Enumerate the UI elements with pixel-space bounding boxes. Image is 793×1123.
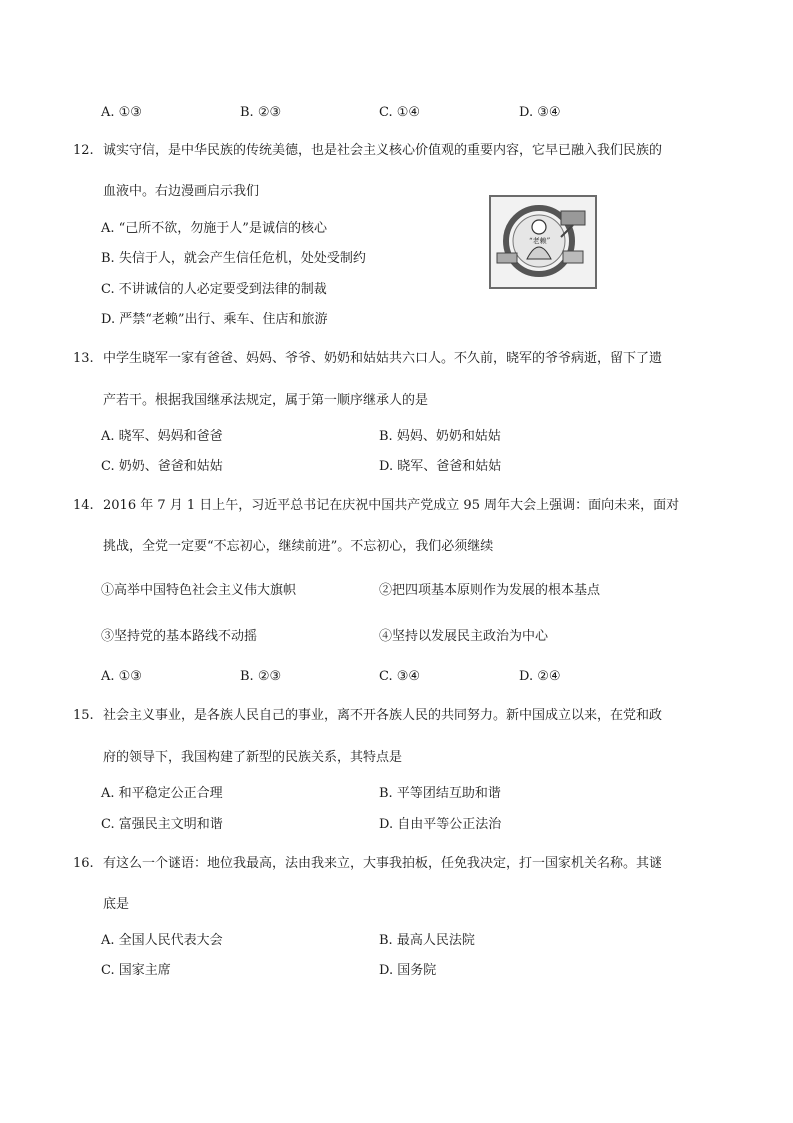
statement-2: ②把四项基本原则作为发展的根本基点	[379, 583, 601, 598]
option-c: C. ③④	[379, 669, 421, 684]
option-a: A. 晓军、妈妈和爸爸	[101, 429, 223, 444]
question-number: 12.	[73, 143, 94, 158]
option-c: C. 不讲诚信的人必定要受到法律的制裁	[101, 282, 327, 297]
option-b: B. ②③	[240, 669, 282, 684]
option-d: D. 严禁“老赖”出行、乘车、住店和旅游	[101, 312, 328, 327]
statement-1: ①高举中国特色社会主义伟大旗帜	[101, 583, 297, 598]
statement-3: ③坚持党的基本路线不动摇	[101, 629, 258, 644]
option-c: C. ①④	[379, 105, 421, 120]
option-d: D. ③④	[519, 105, 561, 120]
option-b: B. 平等团结互助和谐	[379, 786, 501, 801]
question-16-stem-line1	[73, 855, 662, 873]
option-a: A. 和平稳定公正合理	[101, 786, 223, 801]
option-c: C. 奶奶、爸爸和姑姑	[101, 459, 223, 474]
question-14-stem-line1	[73, 497, 679, 515]
question-number: 13.	[73, 351, 94, 366]
option-d: D. 国务院	[379, 963, 437, 978]
question-14-stem-line2: 挑战，全党一定要“不忘初心，继续前进”。不忘初心，我们必须继续	[103, 539, 494, 554]
question-15-stem-line2: 府的领导下，我国构建了新型的民族关系，其特点是	[103, 750, 403, 765]
cartoon-label: “老赖”	[529, 237, 551, 245]
question-text: 诚实守信，是中华民族的传统美德，也是社会主义核心价值观的重要内容，它早已融入我们民族的	[103, 143, 663, 158]
question-text: 2016 年 7 月 1 日上午，习近平总书记在庆祝中国共产党成立 95 周年大会上强调：面向未来，面对	[103, 498, 680, 513]
option-d: D. ②④	[519, 669, 561, 684]
question-text: 中学生晓军一家有爸爸、妈妈、爷爷、奶奶和姑姑共六口人。不久前，晓军的爷爷病逝，留下了遗	[103, 351, 663, 366]
option-a: A. ①③	[101, 669, 142, 684]
option-d: D. 晓军、爸爸和姑姑	[379, 459, 502, 474]
option-a: A. ①③	[101, 105, 142, 120]
option-b: B. 妈妈、奶奶和姑姑	[379, 429, 501, 444]
option-c: C. 富强民主文明和谐	[101, 817, 223, 832]
question-13-stem-line2: 产若干。根据我国继承法规定，属于第一顺序继承人的是	[103, 393, 429, 408]
question-number: 16.	[73, 856, 94, 871]
question-12-stem-line2: 血液中。右边漫画启示我们	[103, 184, 260, 199]
option-a: A. “己所不欲，勿施于人”是诚信的核心	[101, 221, 327, 236]
option-b: B. 最高人民法院	[379, 933, 475, 948]
question-12-stem-line1	[73, 142, 662, 160]
statement-4: ④坚持以发展民主政治为中心	[379, 629, 549, 644]
question-number: 14.	[73, 498, 94, 513]
question-13-stem-line1	[73, 350, 662, 368]
question-text: 社会主义事业，是各族人民自己的事业，离不开各族人民的共同努力。新中国成立以来，在党和政	[103, 708, 663, 723]
option-c: C. 国家主席	[101, 963, 171, 978]
cartoon-image	[489, 195, 597, 289]
question-16-stem-line2: 底是	[103, 897, 130, 912]
question-text: 有这么一个谜语：地位我最高，法由我来立，大事我拍板，任免我决定，打一国家机关名称。其谜	[103, 856, 663, 871]
question-number: 15.	[73, 708, 94, 723]
option-d: D. 自由平等公正法治	[379, 817, 502, 832]
option-b: B. ②③	[240, 105, 282, 120]
question-15-stem-line1	[73, 707, 662, 725]
option-b: B. 失信于人，就会产生信任危机，处处受制约	[101, 251, 366, 266]
option-a: A. 全国人民代表大会	[101, 933, 223, 948]
